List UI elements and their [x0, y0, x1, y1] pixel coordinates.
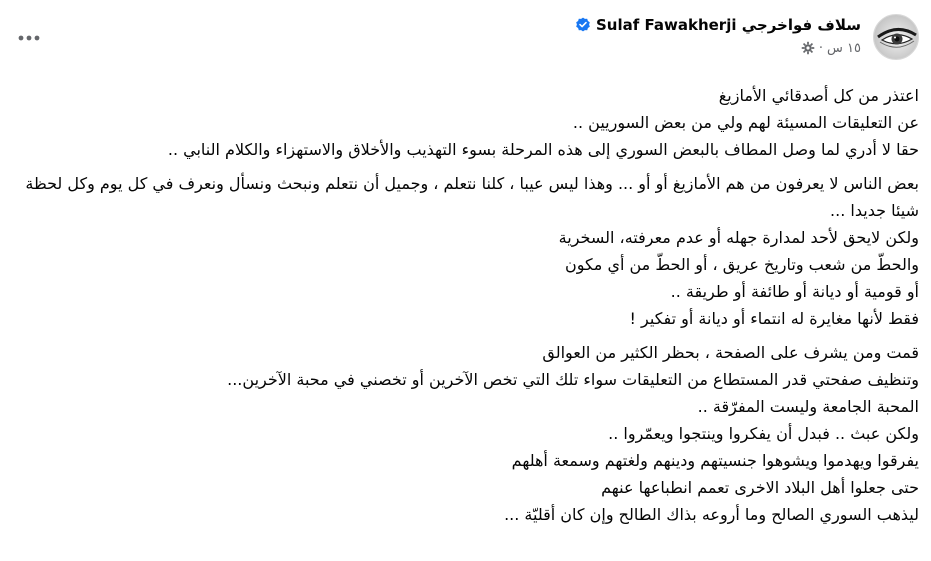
author-block: [575, 12, 861, 58]
post-line: فقط لأنها مغايرة له انتماء أو ديانة أو تفكير !: [629, 309, 919, 328]
post-line: ولكن لايحق لأحد لمدارة جهله أو عدم معرفته، السخرية: [558, 228, 919, 247]
more-options-icon: [18, 35, 40, 41]
post-line: حقا لا أدري لما وصل المطاف بالبعض السوري إلى هذه المرحلة بسوء التهذيب والأخلاق والاستهزاء والكلام النابي ..: [167, 140, 919, 159]
post-line: اعتذر من كل أصدقائي الأمازيغ: [718, 86, 919, 105]
post-text: [9, 82, 919, 528]
post-paragraph-3: [9, 339, 919, 528]
post-meta: [575, 38, 861, 58]
post-line: وتنظيف صفحتي قدر المستطاع من التعليقات سواء تلك التي تخص الآخرين أو تخصني في محبة الآخرين...: [227, 370, 919, 389]
post-header: [0, 0, 931, 72]
post-timestamp[interactable]: ١٥ س: [827, 40, 861, 56]
post-line: المحبة الجامعة وليست المفرّقة ..: [697, 397, 919, 416]
more-options-button[interactable]: [14, 26, 44, 50]
post-line: بعض الناس لا يعرفون من هم الأمازيغ أو أو ... وهذا ليس عيبا ، كلنا نتعلم ، وجميل أن نتعلم ونبحث ونسأل ونعرف في كل يوم وكل لحظة شيئا جديدا ...: [25, 174, 919, 220]
post-line: عن التعليقات المسيئة لهم ولي من بعض السوريين ..: [572, 113, 919, 132]
author-avatar[interactable]: [873, 14, 919, 60]
post-paragraph-1: [9, 82, 919, 163]
verified-badge-icon: [575, 17, 591, 33]
post-paragraph-2: [9, 170, 919, 332]
post-line: حتى جعلوا أهل البلاد الاخرى تعمم انطباعها عنهم: [601, 478, 919, 497]
post-line: أو قومية أو ديانة أو طائفة أو طريقة ..: [670, 282, 919, 301]
avatar-image: [874, 15, 919, 60]
meta-separator: ·: [818, 40, 824, 56]
post-line: والحطّ من شعب وتاريخ عريق ، أو الحطّ من أي مكون: [564, 255, 919, 274]
post-line: ليذهب السوري الصالح وما أروعه بذاك الطالح وإن كان أقليّة ...: [504, 505, 919, 524]
post-line: يفرقوا ويهدموا ويشوهوا جنسيتهم ودينهم ولغتهم وسمعة أهلهم: [511, 451, 919, 470]
gear-icon[interactable]: [801, 41, 815, 55]
post-line: ولكن عبث .. فبدل أن يفكروا وينتجوا ويعمّروا ..: [608, 424, 919, 443]
post-line: قمت ومن يشرف على الصفحة ، بحظر الكثير من العوالق: [542, 343, 919, 362]
author-line: [575, 12, 861, 38]
author-name[interactable]: Sulaf Fawakherji سلاف فواخرجي: [596, 16, 861, 34]
